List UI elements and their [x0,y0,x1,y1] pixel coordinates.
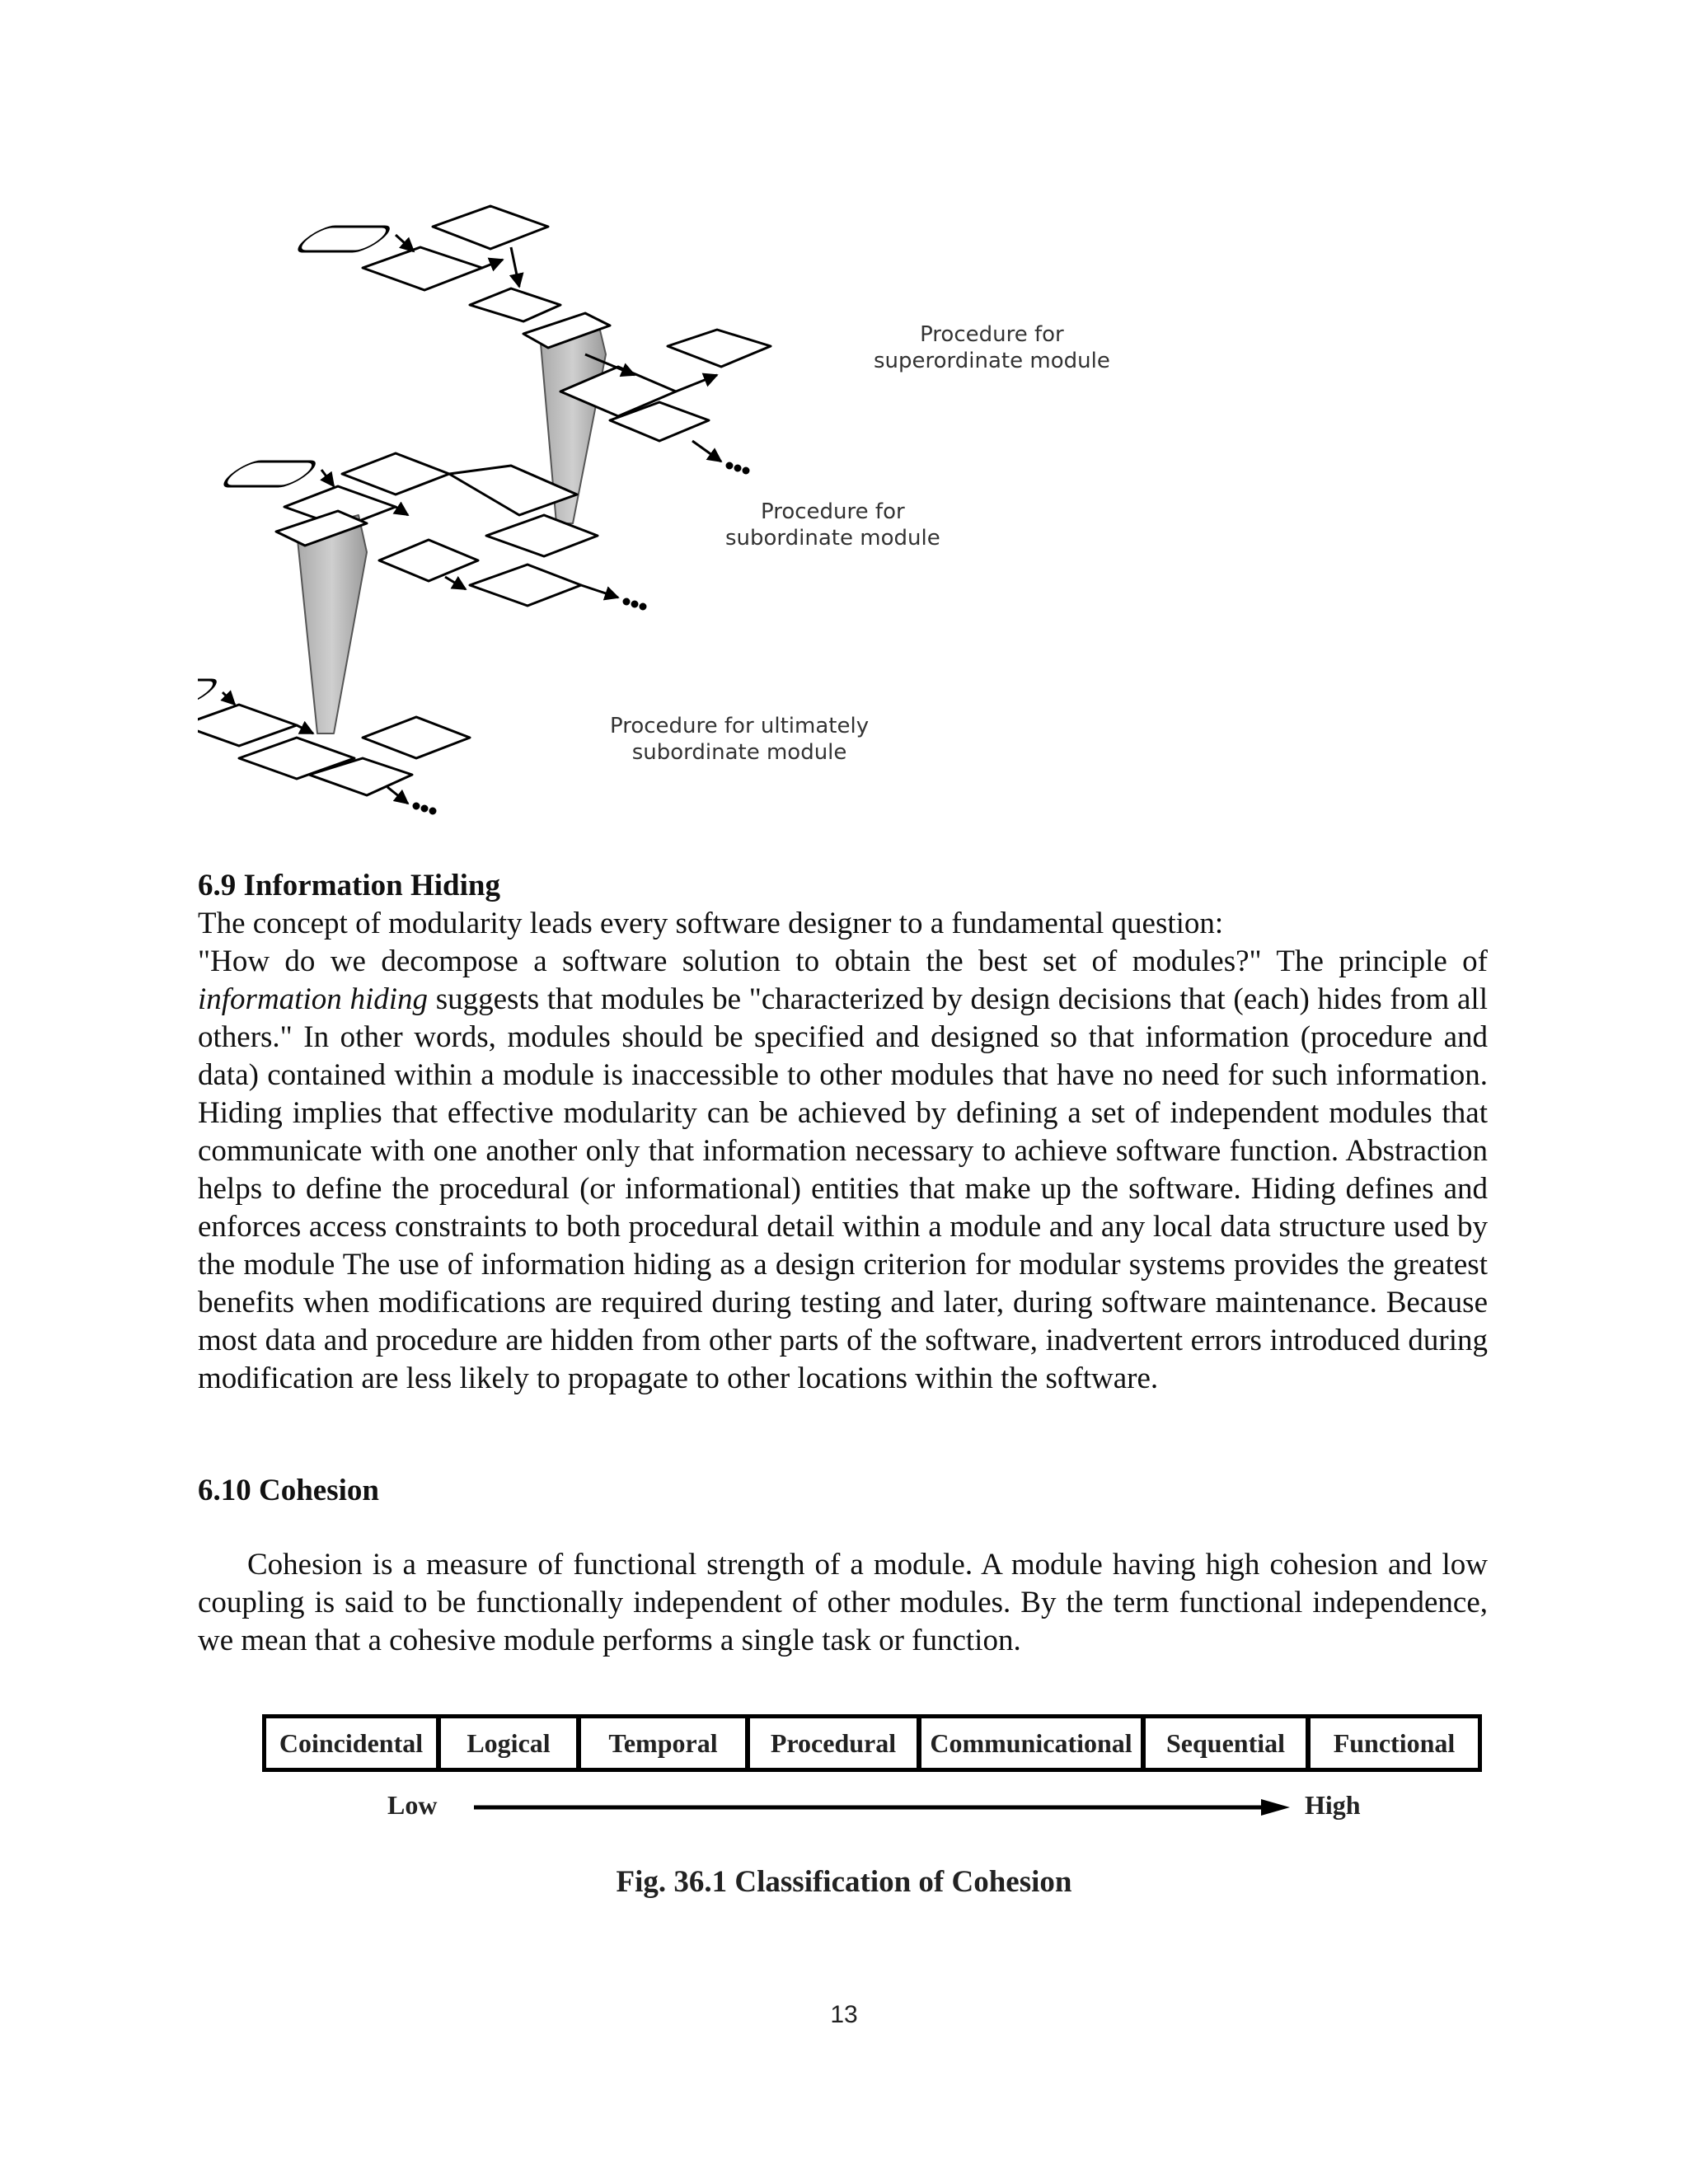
info-hiding-body-end: suggests that modules be "characterized by design decisions that (each) hides from all others." In other words, modules should be specified and designed so that information (procedure and data) contained within a module is inaccessible to other modules that have no need for such information. Hiding implies that effective modularity can be achieved by defining a set of independent modules that communicate with one another only that information necessary to achieve software function. Abstraction helps to define the procedural (or informational) entities that make up the software. Hiding defines and enforces access constraints to both procedural detail within a module and any local data structure used by the module The use of information hiding as a design criterion for modular systems provides the greatest benefits when modifications are required during testing and later, during software maintenance. Because most data and procedure are hidden from other parts of the software, inadvertent errors introduced during modification are less likely to propagate to other locations within the software. [198,982,1488,1395]
process-box-sub-1 [470,565,581,606]
arrow-top-1 [396,235,414,251]
decision-top [470,288,560,321]
cohesion-level-logical: Logical [441,1718,581,1768]
process-box-sup-2 [668,330,771,367]
arrow-mid-3 [445,577,466,589]
cohesion-level-procedural: Procedural [750,1718,921,1768]
heading-cohesion: 6.10 Cohesion [198,1474,379,1507]
info-hiding-intro: The concept of modularity leads every software designer to a fundamental question: [198,907,1224,940]
arrow-bottom-3 [387,787,408,804]
cohesion-level-coincidental: Coincidental [266,1718,441,1768]
start-terminal-top [292,227,396,251]
cohesion-scale-table [262,1714,1482,1772]
process-box-top-1 [363,247,482,290]
arrow-bottom-2 [297,725,313,733]
heading-information-hiding: 6.9 Information Hiding [198,869,500,902]
section-cohesion [198,1472,1488,1660]
info-hiding-body-start: "How do we decompose a software solution to obtain the best set of modules?" The principle of [198,944,1488,978]
process-box-mid-2 [342,453,449,494]
start-terminal-bottom [198,680,223,705]
figure-caption: Fig. 36.1 Classification of Cohesion [616,1865,1072,1899]
arrow-mid-1 [321,470,334,486]
label-ultimate [610,713,869,766]
label-subordinate-line1: Procedure for [761,499,905,524]
cohesion-level-communicational: Communicational [921,1718,1146,1768]
label-subordinate [725,499,940,551]
process-box-bottom-3 [363,717,470,758]
high-label: High [1305,1790,1361,1820]
page-number: 13 [830,2001,858,2028]
arrow-sup-2 [676,375,717,391]
info-hiding-body [198,943,1488,1398]
arrow-top-3 [511,247,519,287]
process-box-sub-2 [486,515,598,556]
process-box-top-2 [433,206,548,249]
cohesion-body: Cohesion is a measure of functional strength of a module. A module having high cohesion and low coupling is said to be functionally independent of other modules. By the term functional independence, we mean that a cohesive module performs a single task or function. [198,1548,1488,1657]
arrow-top-2 [482,260,503,268]
beam-mid [297,515,367,733]
info-hiding-term: information hiding [198,982,429,1016]
process-box-bottom-1 [198,705,297,746]
label-ultimate-line1: Procedure for ultimately [610,714,870,738]
cohesion-level-sequential: Sequential [1146,1718,1311,1768]
cohesion-level-functional: Functional [1333,1727,1456,1758]
section-information-hiding [198,867,1488,1398]
cohesion-level-temporal: Temporal [581,1718,750,1768]
label-superordinate-line1: Procedure for [920,322,1064,347]
arrow-sup-3 [692,441,721,462]
start-terminal-mid [218,462,321,486]
label-ultimate-line2: subordinate module [631,740,847,765]
low-label: Low [387,1790,438,1820]
arrow-mid-2 [396,507,408,515]
label-superordinate [874,321,1110,374]
arrow-bottom-1 [223,692,235,705]
label-subordinate-line2: subordinate module [725,526,940,551]
low-to-high-arrow [474,1795,1290,1820]
decision-mid [379,540,478,581]
label-superordinate-line2: superordinate module [874,349,1110,373]
procedure-hierarchy-figure [198,190,1170,832]
arrow-sub-1 [581,585,618,598]
